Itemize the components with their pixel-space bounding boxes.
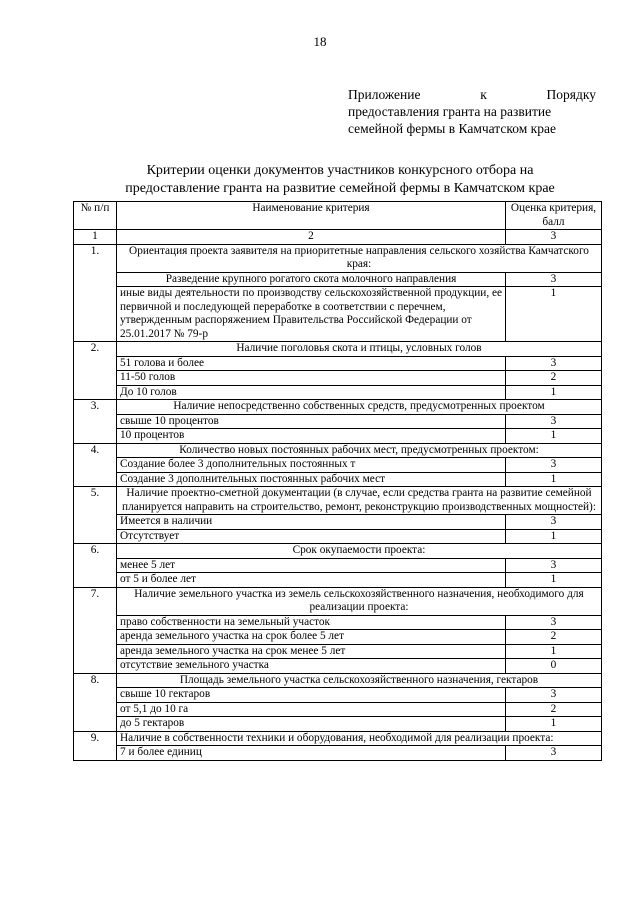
header-name: Наименование критерия bbox=[117, 202, 506, 230]
table-row bbox=[74, 472, 602, 487]
table-row bbox=[74, 717, 602, 732]
header-score: Оценка критерия, балл bbox=[506, 202, 602, 230]
option-label: менее 5 лет bbox=[117, 558, 506, 573]
criterion-number: 4. bbox=[74, 443, 117, 487]
criterion-group-row bbox=[74, 544, 602, 559]
option-score: 1 bbox=[506, 717, 602, 732]
option-label: Создание 3 дополнительных постоянных рабочих мест bbox=[117, 472, 506, 487]
table-row bbox=[74, 558, 602, 573]
table-row bbox=[74, 515, 602, 530]
table-row bbox=[74, 746, 602, 761]
table-row bbox=[74, 458, 602, 473]
page-number: 18 bbox=[313, 34, 327, 49]
criteria-body bbox=[74, 244, 602, 760]
criterion-number: 6. bbox=[74, 544, 117, 588]
option-label: аренда земельного участка на срок более 5 лет bbox=[117, 630, 506, 645]
index-score: 3 bbox=[506, 230, 602, 245]
option-score: 3 bbox=[506, 458, 602, 473]
criterion-number: 5. bbox=[74, 487, 117, 544]
criterion-number: 9. bbox=[74, 731, 117, 760]
option-label: До 10 голов bbox=[117, 385, 506, 400]
appendix-line-3: семейной фермы в Камчатском крае bbox=[348, 121, 556, 136]
title-line-2: предоставление гранта на развитие семейной фермы в Камчатском крае bbox=[125, 181, 555, 196]
option-label: право собственности на земельный участок bbox=[117, 615, 506, 630]
document-title bbox=[80, 162, 600, 198]
criterion-title: Ориентация проекта заявителя на приоритетные направления сельского хозяйства Камчатского края: bbox=[117, 244, 602, 272]
option-label: свыше 10 процентов bbox=[117, 414, 506, 429]
criterion-title: Наличие поголовья скота и птицы, условных голов bbox=[117, 342, 602, 357]
criterion-group-row bbox=[74, 731, 602, 746]
option-label: Создание более 3 дополнительных постоянных т bbox=[117, 458, 506, 473]
index-num: 1 bbox=[74, 230, 117, 245]
criterion-group-row bbox=[74, 400, 602, 415]
appendix-word-1: Приложение bbox=[348, 87, 421, 102]
header-num: № п/п bbox=[74, 202, 117, 230]
option-score: 3 bbox=[506, 414, 602, 429]
appendix-word-3: Порядку bbox=[546, 87, 596, 102]
table-row bbox=[74, 287, 602, 342]
appendix-note bbox=[348, 86, 596, 137]
option-label: аренда земельного участка на срок менее 5 лет bbox=[117, 644, 506, 659]
criterion-title: Наличие в собственности техники и оборудования, необходимой для реализации проекта: bbox=[117, 731, 602, 746]
option-score: 3 bbox=[506, 558, 602, 573]
criterion-number: 1. bbox=[74, 244, 117, 342]
option-score: 2 bbox=[506, 702, 602, 717]
criterion-number: 3. bbox=[74, 400, 117, 444]
criterion-number: 8. bbox=[74, 673, 117, 731]
option-score: 3 bbox=[506, 615, 602, 630]
appendix-line-1 bbox=[348, 86, 596, 103]
table-row bbox=[74, 644, 602, 659]
table-row bbox=[74, 529, 602, 544]
criterion-group-row bbox=[74, 342, 602, 357]
criterion-title: Площадь земельного участка сельскохозяйственного назначения, гектаров bbox=[117, 673, 602, 688]
appendix-line-2: предоставления гранта на развитие bbox=[348, 104, 552, 119]
table-row bbox=[74, 659, 602, 674]
option-label: от 5,1 до 10 га bbox=[117, 702, 506, 717]
table-row bbox=[74, 272, 602, 287]
option-label: Разведение крупного рогатого скота молочного направления bbox=[117, 272, 506, 287]
option-score: 3 bbox=[506, 356, 602, 371]
option-label: от 5 и более лет bbox=[117, 573, 506, 588]
table-row bbox=[74, 688, 602, 703]
option-score: 1 bbox=[506, 287, 602, 342]
criterion-title: Наличие проектно-сметной документации (в случае, если средства гранта на развитие семейной планируется направить на строительство, ремонт, реконструкцию производственных мощностей): bbox=[117, 487, 602, 515]
option-score: 1 bbox=[506, 529, 602, 544]
criterion-group-row bbox=[74, 244, 602, 272]
option-score: 1 bbox=[506, 573, 602, 588]
criterion-group-row bbox=[74, 587, 602, 615]
table-row bbox=[74, 573, 602, 588]
table-row bbox=[74, 371, 602, 386]
option-label: 10 процентов bbox=[117, 429, 506, 444]
criterion-group-row bbox=[74, 673, 602, 688]
table-row bbox=[74, 630, 602, 645]
table-row bbox=[74, 385, 602, 400]
option-label: Отсутствует bbox=[117, 529, 506, 544]
option-score: 1 bbox=[506, 644, 602, 659]
table-row bbox=[74, 615, 602, 630]
criterion-title: Наличие земельного участка из земель сельскохозяйственного назначения, необходимого для реализации проекта: bbox=[117, 587, 602, 615]
table-row bbox=[74, 429, 602, 444]
criterion-number: 2. bbox=[74, 342, 117, 400]
criterion-group-row bbox=[74, 487, 602, 515]
option-score: 0 bbox=[506, 659, 602, 674]
option-score: 2 bbox=[506, 371, 602, 386]
option-label: 11-50 голов bbox=[117, 371, 506, 386]
option-label: иные виды деятельности по производству сельскохозяйственной продукции, ее первичной и последующей переработке в соответствии с перечнем, утвержденным распоряжением Правительства Российской Федерации от 25.01.2017 № 79-р bbox=[117, 287, 506, 342]
index-name: 2 bbox=[117, 230, 506, 245]
option-score: 3 bbox=[506, 746, 602, 761]
table-row bbox=[74, 414, 602, 429]
appendix-word-2: к bbox=[480, 87, 487, 102]
option-label: 51 голова и более bbox=[117, 356, 506, 371]
option-label: 7 и более единиц bbox=[117, 746, 506, 761]
table-row bbox=[74, 356, 602, 371]
option-score: 1 bbox=[506, 429, 602, 444]
criterion-number: 7. bbox=[74, 587, 117, 673]
option-score: 1 bbox=[506, 385, 602, 400]
criterion-title: Количество новых постоянных рабочих мест, предусмотренных проектом: bbox=[117, 443, 602, 458]
option-label: до 5 гектаров bbox=[117, 717, 506, 732]
option-label: Имеется в наличии bbox=[117, 515, 506, 530]
criteria-table bbox=[73, 201, 602, 761]
option-label: отсутствие земельного участка bbox=[117, 659, 506, 674]
table-row bbox=[74, 702, 602, 717]
option-score: 3 bbox=[506, 272, 602, 287]
criterion-title: Наличие непосредственно собственных средств, предусмотренных проектом bbox=[117, 400, 602, 415]
table-index-row bbox=[74, 230, 602, 245]
table-header-row bbox=[74, 202, 602, 230]
title-line-1: Критерии оценки документов участников конкурсного отбора на bbox=[146, 163, 534, 178]
option-score: 2 bbox=[506, 630, 602, 645]
option-score: 1 bbox=[506, 472, 602, 487]
criterion-title: Срок окупаемости проекта: bbox=[117, 544, 602, 559]
criterion-group-row bbox=[74, 443, 602, 458]
option-label: свыше 10 гектаров bbox=[117, 688, 506, 703]
option-score: 3 bbox=[506, 688, 602, 703]
option-score: 3 bbox=[506, 515, 602, 530]
